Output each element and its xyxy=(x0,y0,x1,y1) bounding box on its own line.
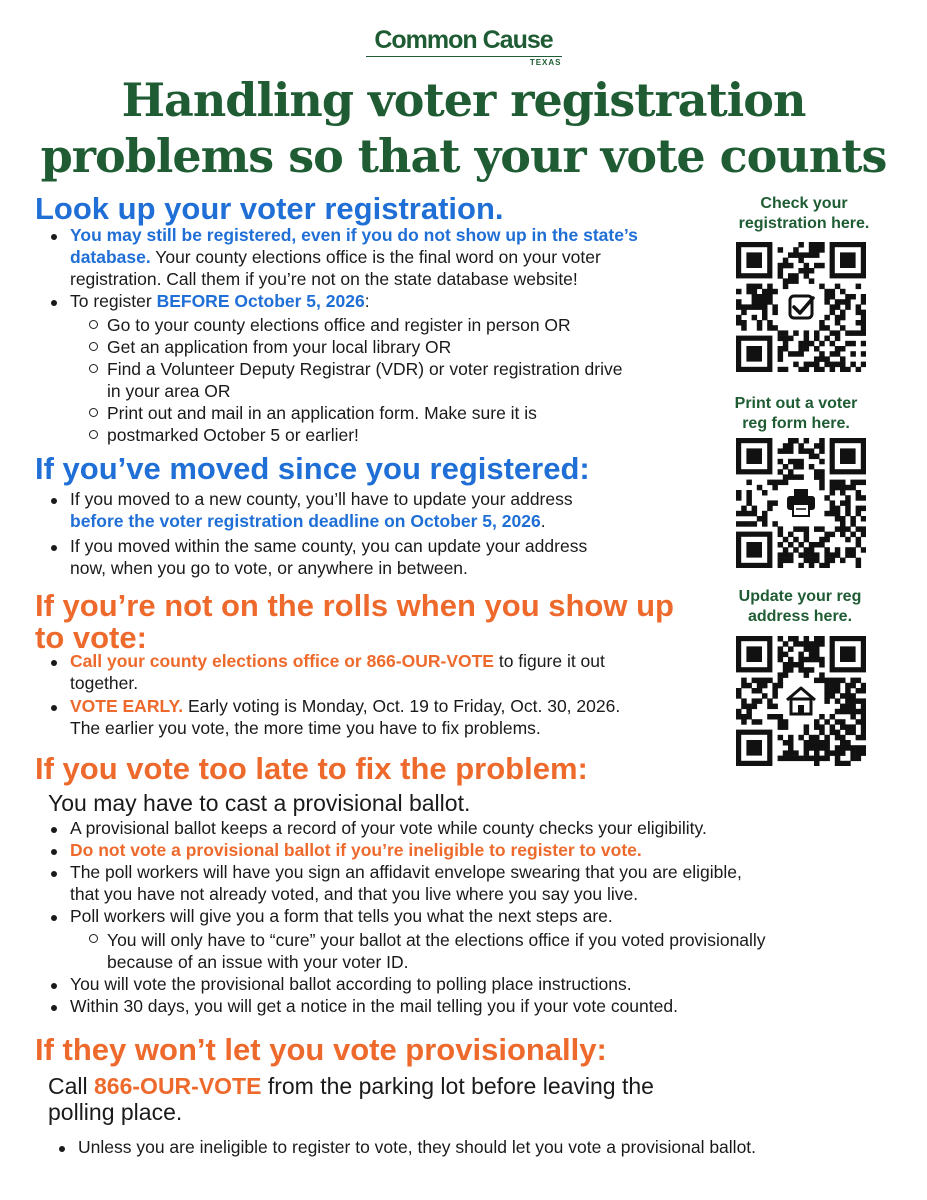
bullet xyxy=(51,827,57,833)
emphasis: VOTE EARLY. xyxy=(70,696,184,716)
bullet xyxy=(51,871,57,877)
list-item xyxy=(70,861,742,905)
section-heading-moved: If you’ve moved since you registered: xyxy=(35,451,590,486)
text: If you’re not on the rolls when you show up xyxy=(35,588,674,623)
text: Your county elections office is the final word on your voter xyxy=(150,247,601,267)
qr-caption xyxy=(706,394,886,434)
sub-list-item: postmarked October 5 or earlier! xyxy=(107,425,359,445)
text: Find a Volunteer Deputy Registrar (VDR) or voter registration drive xyxy=(107,359,623,379)
sub-bullet xyxy=(89,364,98,373)
emphasis: database. xyxy=(70,247,151,267)
logo-name: Common Cause xyxy=(374,26,553,54)
qr-caption xyxy=(710,587,890,627)
list-item xyxy=(70,650,605,694)
sub-bullet xyxy=(89,342,98,351)
sub-bullet xyxy=(89,408,98,417)
list-item: Unless you are ineligible to register to vote, they should let you vote a provisional ballot. xyxy=(78,1137,757,1157)
bullet xyxy=(51,983,57,989)
page-title-line1: Handling voter registration xyxy=(121,73,806,127)
text: Check your xyxy=(760,195,848,212)
emphasis: before the voter registration deadline on October 5, 2026 xyxy=(70,511,541,531)
text: reg form here. xyxy=(742,415,850,432)
house-icon xyxy=(779,679,823,723)
emphasis: BEFORE October 5, 2026 xyxy=(156,291,365,311)
qr-code[interactable] xyxy=(736,438,866,568)
section-heading-provisional: If they won’t let you vote provisionally: xyxy=(35,1032,607,1067)
sub-bullet xyxy=(89,430,98,439)
page-title-line2: problems so that your vote counts xyxy=(40,129,887,183)
printer-icon xyxy=(779,481,823,525)
bullet xyxy=(51,545,57,551)
logo xyxy=(0,26,927,67)
qr-caption xyxy=(714,194,894,234)
text: . xyxy=(540,511,546,531)
section-heading-lookup: Look up your voter registration. xyxy=(35,191,504,226)
bullet xyxy=(51,915,57,921)
sub-list-item xyxy=(107,358,623,402)
text: address here. xyxy=(747,608,853,625)
section-heading-rolls xyxy=(35,590,674,654)
text: now, when you go to vote, or anywhere in between. xyxy=(70,558,468,578)
bullet xyxy=(51,849,57,855)
bullet xyxy=(51,705,57,711)
list-item: You will vote the provisional ballot according to polling place instructions. xyxy=(70,974,632,994)
sub-bullet xyxy=(89,934,98,943)
text: Print out a voter xyxy=(734,395,858,412)
lead-text xyxy=(48,1073,654,1125)
lead-text: You may have to cast a provisional ballot. xyxy=(48,790,471,816)
sub-list-item: Print out and mail in an application form. Make sure it is xyxy=(107,403,537,423)
logo-rule xyxy=(366,56,562,57)
emphasis: You may still be registered, even if you do not show up in the state’s xyxy=(70,225,638,245)
bullet xyxy=(51,234,57,240)
text: Update your reg xyxy=(738,588,862,605)
text: to figure it out xyxy=(493,651,605,671)
text: registration here. xyxy=(738,215,870,232)
bullet xyxy=(51,1005,57,1011)
list-item xyxy=(70,695,620,739)
text: The poll workers will have you sign an affidavit envelope swearing that you are eligible, xyxy=(70,862,742,882)
qr-code[interactable] xyxy=(736,636,866,766)
bullet xyxy=(59,1146,65,1152)
list-item xyxy=(70,224,638,290)
list-item: Poll workers will give you a form that tells you what the next steps are. xyxy=(70,906,613,926)
text: because of an issue with your voter ID. xyxy=(107,952,409,972)
sub-bullet xyxy=(89,320,98,329)
text: If you moved to a new county, you’ll have to update your address xyxy=(70,489,573,509)
text: registration. Call them if you’re not on the state database website! xyxy=(70,269,578,289)
list-item: A provisional ballot keeps a record of your vote while county checks your eligibility. xyxy=(70,818,707,838)
logo-sub: TEXAS xyxy=(529,58,562,67)
text: To register xyxy=(70,291,157,311)
bullet xyxy=(51,660,57,666)
list-item xyxy=(70,488,573,532)
sub-list-item: Go to your county elections office and register in person OR xyxy=(107,315,571,335)
text: from the parking lot before leaving the xyxy=(261,1073,654,1099)
text: If you moved within the same county, you can update your address xyxy=(70,536,588,556)
text: Call xyxy=(48,1073,95,1099)
list-item: Within 30 days, you will get a notice in the mail telling you if your vote counted. xyxy=(70,996,678,1016)
qr-code[interactable] xyxy=(736,242,866,372)
list-item xyxy=(70,290,370,312)
emphasis: Call your county elections office or 866-OUR-VOTE xyxy=(70,651,494,671)
text: polling place. xyxy=(48,1099,183,1125)
text: that you have not already voted, and that you live where you say you live. xyxy=(70,884,639,904)
checkbox-icon xyxy=(779,285,823,329)
text: together. xyxy=(70,673,139,693)
text: : xyxy=(364,291,370,311)
page-title xyxy=(0,72,927,184)
text: Early voting is Monday, Oct. 19 to Friday, Oct. 30, 2026. xyxy=(183,696,621,716)
text: in your area OR xyxy=(107,381,231,401)
bullet xyxy=(51,300,57,306)
list-item: Do not vote a provisional ballot if you’re ineligible to register to vote. xyxy=(70,840,642,860)
sub-list-item: Get an application from your local library OR xyxy=(107,337,452,357)
text: The earlier you vote, the more time you have to fix problems. xyxy=(70,718,541,738)
list-item xyxy=(70,535,587,579)
sub-list-item xyxy=(107,929,766,973)
text: You will only have to “cure” your ballot at the elections office if you voted provisionally xyxy=(107,930,766,950)
text: to vote: xyxy=(35,620,147,655)
emphasis: 866-OUR-VOTE xyxy=(94,1073,262,1099)
bullet xyxy=(51,498,57,504)
section-heading-too-late: If you vote too late to fix the problem: xyxy=(35,751,588,786)
